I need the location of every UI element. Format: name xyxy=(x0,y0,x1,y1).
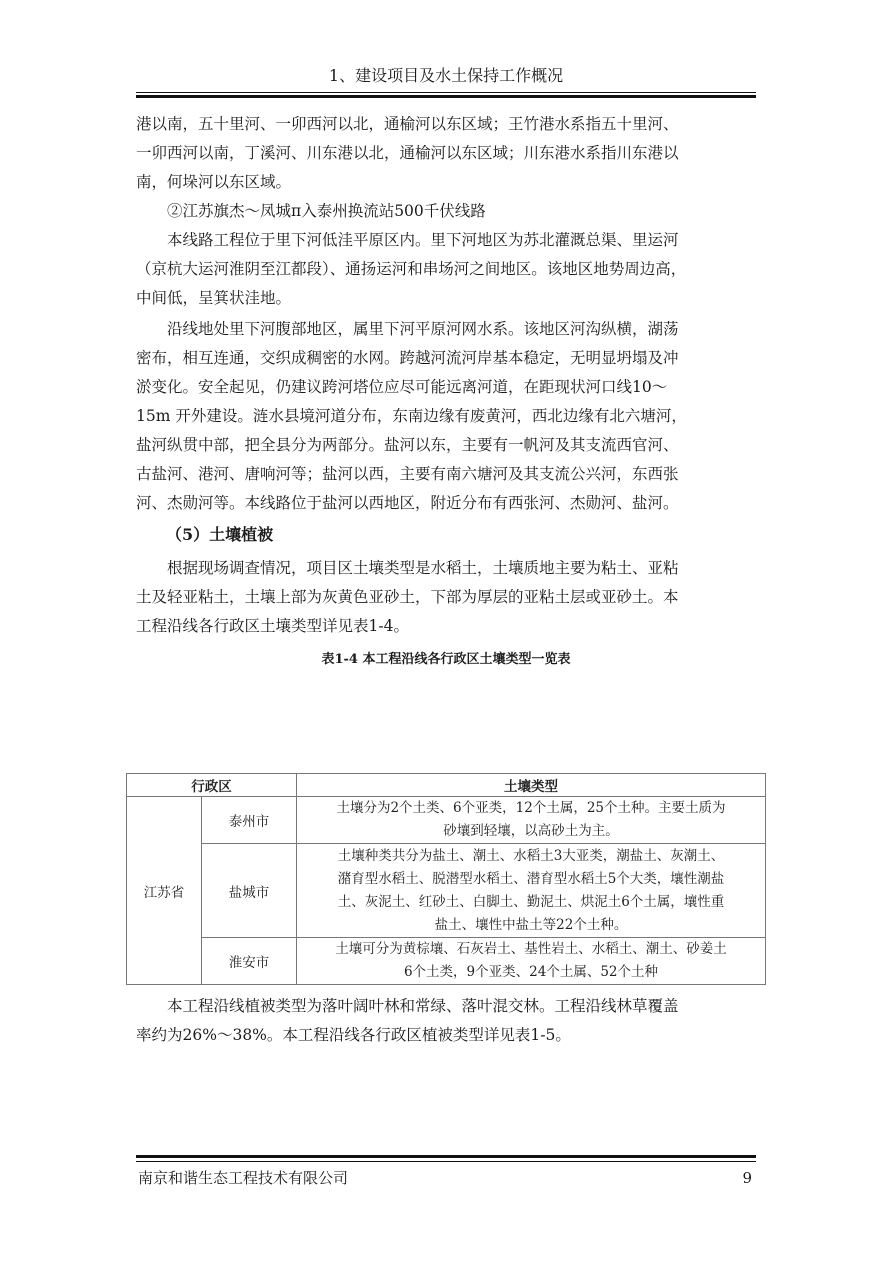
header-rule-thin xyxy=(136,92,756,93)
city-cell: 淮安市 xyxy=(202,938,297,985)
desc-line: 土壤可分为黄棕壤、石灰岩土、基性岩土、水稻土、潮土、砂姜土 xyxy=(335,941,727,957)
footer-rule-thin xyxy=(136,1161,756,1162)
text-line: 率约为26%～38%。本工程沿线各行政区植被类型详见表1-5。 xyxy=(136,1026,571,1044)
table-row xyxy=(127,844,766,938)
text-line: 沿线地处里下河腹部地区，属里下河平原河网水系。该地区河沟纵横，湖荡 xyxy=(167,320,679,338)
soil-type-table xyxy=(126,773,766,985)
soil-description xyxy=(297,938,766,985)
city-cell: 盐城市 xyxy=(202,844,297,938)
text-line: 南，何垛河以东区域。 xyxy=(136,173,292,191)
table-header-row xyxy=(127,774,766,797)
paragraph-6 xyxy=(136,992,756,1050)
header-soil-type: 土壤类型 xyxy=(297,774,766,797)
footer-rule-thick xyxy=(136,1155,756,1158)
desc-line: 潴育型水稻土、脱潜型水稻土、潜育型水稻土5个大类，壤性潮盐 xyxy=(337,870,725,887)
desc-line: 砂壤到轻壤，以高砂土为主。 xyxy=(443,823,619,839)
desc-line: 土壤分为2个土类、6个亚类，12个土属，25个土种。主要土质为 xyxy=(336,800,726,816)
text-line: 淤变化。安全起见，仍建议跨河塔位应尽可能远离河道，在距现状河口线10～ xyxy=(136,378,668,396)
section-heading-soil: （5）土壤植被 xyxy=(166,525,274,544)
province-cell: 江苏省 xyxy=(127,797,202,985)
table-caption: 表1-4 本工程沿线各行政区土壤类型一览表 xyxy=(321,652,571,667)
text-line: ②江苏旗杰～凤城π入泰州换流站500千伏线路 xyxy=(167,202,486,220)
header-title: 1、建设项目及水土保持工作概况 xyxy=(328,66,564,85)
text-line: 土及轻亚粘土，土壤上部为灰黄色亚砂土，下部为厚层的亚粘土层或亚砂土。本 xyxy=(136,588,679,606)
text-line: 河、杰勋河等。本线路位于盐河以西地区，附近分布有西张河、杰勋河、盐河。 xyxy=(136,494,679,512)
soil-description xyxy=(297,797,766,844)
text-line: 港以南，五十里河、一卯西河以北，通榆河以东区域；王竹港水系指五十里河、 xyxy=(136,115,679,133)
text-line: 盐河纵贯中部，把全县分为两部分。盐河以东，主要有一帆河及其支流西官河、 xyxy=(136,436,679,454)
text-line: 密布，相互连通，交织成稠密的水网。跨越河流河岸基本稳定，无明显坍塌及冲 xyxy=(136,349,679,367)
page-number: 9 xyxy=(742,1169,752,1187)
body-text xyxy=(136,110,756,675)
table-row xyxy=(127,938,766,985)
paragraph-3 xyxy=(136,226,756,313)
desc-line: 土、灰泥土、红砂土、白脚土、勤泥土、烘泥土6个土属，壤性重 xyxy=(337,893,725,910)
soil-description xyxy=(297,844,766,938)
city-cell: 泰州市 xyxy=(202,797,297,844)
text-line: 一卯西河以南，丁溪河、川东港以北，通榆河以东区域；川东港水系指川东港以 xyxy=(136,144,679,162)
desc-line: 6个土类，9个亚类、24个土属、52个土种 xyxy=(403,964,659,980)
text-line: 中间低，呈箕状洼地。 xyxy=(136,289,292,307)
text-line: 工程沿线各行政区土壤类型详见表1-4。 xyxy=(136,617,409,635)
paragraph-5 xyxy=(136,554,756,641)
paragraph-2-subtitle xyxy=(136,197,756,226)
text-line: 本工程沿线植被类型为落叶阔叶林和常绿、落叶混交林。工程沿线林草覆盖 xyxy=(167,997,679,1015)
body-text-after-table xyxy=(136,992,756,1050)
header-rule-thick xyxy=(136,95,756,98)
text-line: 本线路工程位于里下河低洼平原区内。里下河地区为苏北灌溉总渠、里运河 xyxy=(167,231,679,249)
text-line: 15m 开外建设。涟水县境河道分布，东南边缘有废黄河，西北边缘有北六塘河， xyxy=(136,407,687,425)
header-region: 行政区 xyxy=(127,774,297,797)
paragraph-1 xyxy=(136,110,756,197)
footer-company: 南京和谐生态工程技术有限公司 xyxy=(138,1169,349,1187)
text-line: 根据现场调查情况，项目区土壤类型是水稻土，土壤质地主要为粘土、亚粘 xyxy=(167,559,679,577)
text-line: 古盐河、港河、唐响河等；盐河以西，主要有南六塘河及其支流公兴河，东西张 xyxy=(136,465,679,483)
desc-line: 土壤种类共分为盐土、潮土、水稻土3大亚类，潮盐土、灰潮土、 xyxy=(337,847,725,864)
text-line: （京杭大运河淮阴至江都段）、通扬运河和串场河之间地区。该地区地势周边高， xyxy=(136,260,687,278)
paragraph-4 xyxy=(136,315,756,518)
desc-line: 盐土、壤性中盐土等22个土种。 xyxy=(434,916,628,933)
table-row xyxy=(127,797,766,844)
